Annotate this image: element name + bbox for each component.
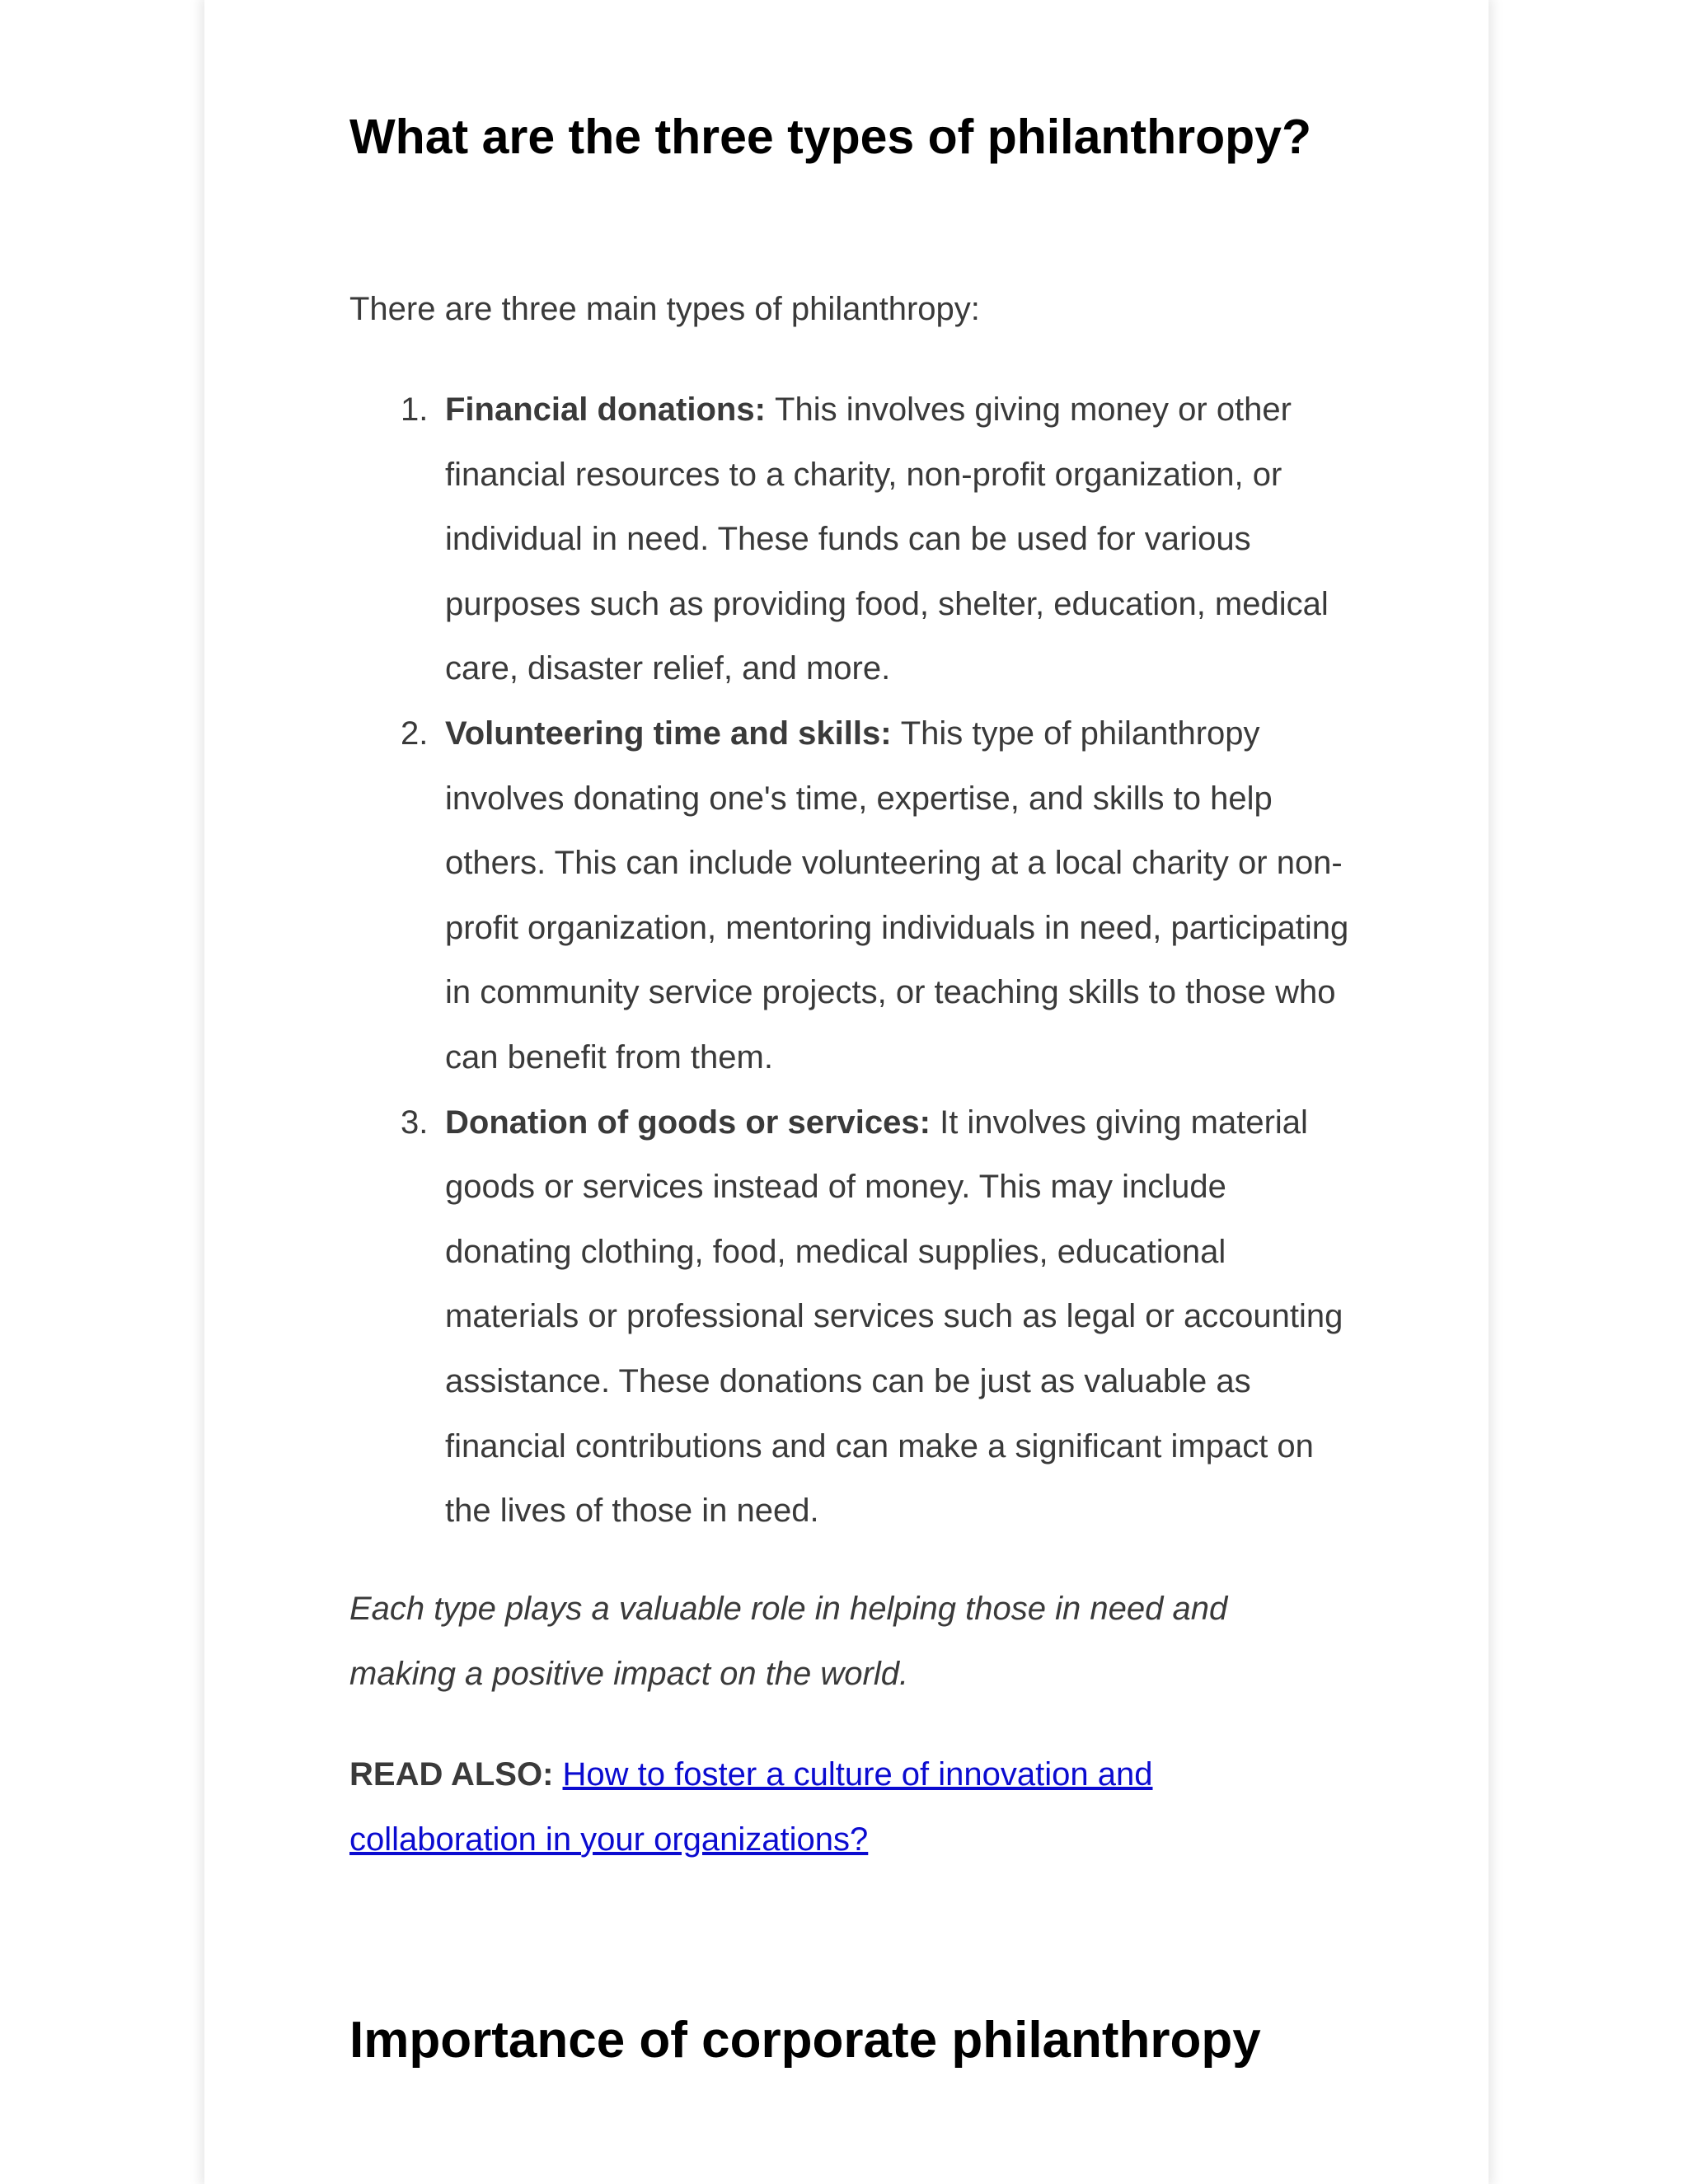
list-item-title: Financial donations: [445, 391, 776, 428]
philanthropy-types-list [349, 377, 1356, 1544]
read-also-link[interactable]: How to foster a culture of innovation and collaboration in your organizations? [349, 1756, 1153, 1858]
list-item-number: 3. [401, 1104, 429, 1141]
list-item-text: This type of philanthropy involves donating one's time, expertise, and skills to help others. This can include volunteering at a local charity or non-profit organization, mentoring individuals in need, participating in community service projects, or teaching skills to those who can benefit from them. [445, 715, 1349, 1076]
list-item-volunteering [401, 701, 1356, 1090]
read-also-label: READ ALSO: [349, 1756, 563, 1793]
intro-paragraph: There are three main types of philanthropy: [349, 291, 980, 327]
list-item-number: 2. [401, 715, 429, 752]
list-item-title: Donation of goods or services: [445, 1104, 940, 1141]
section-heading-three-types: What are the three types of philanthropy? [349, 110, 1312, 164]
list-item-title: Volunteering time and skills: [445, 715, 901, 752]
section-heading-importance: Importance of corporate philanthropy [349, 2012, 1261, 2069]
list-item-text: This involves giving money or other financial resources to a charity, non-profit organization, or individual in need. These funds can be used for various purposes such as providing food, shelter, education, medical care, disaster relief, and more. [445, 391, 1329, 687]
read-also [349, 1742, 1260, 1872]
list-item-financial-donations [401, 377, 1356, 701]
list-item-number: 1. [401, 391, 429, 428]
list-item-text: It involves giving material goods or services instead of money. This may include donating clothing, food, medical supplies, educational materials or professional services such as legal or accounting assistance. These donations can be just as valuable as financial contributions and can make a significant impact on the lives of those in need. [445, 1104, 1343, 1530]
list-item-goods-services [401, 1090, 1356, 1544]
closing-paragraph: Each type plays a valuable role in helping those in need and making a positive impact on the world. [349, 1591, 1228, 1692]
article-page [204, 0, 1489, 2184]
